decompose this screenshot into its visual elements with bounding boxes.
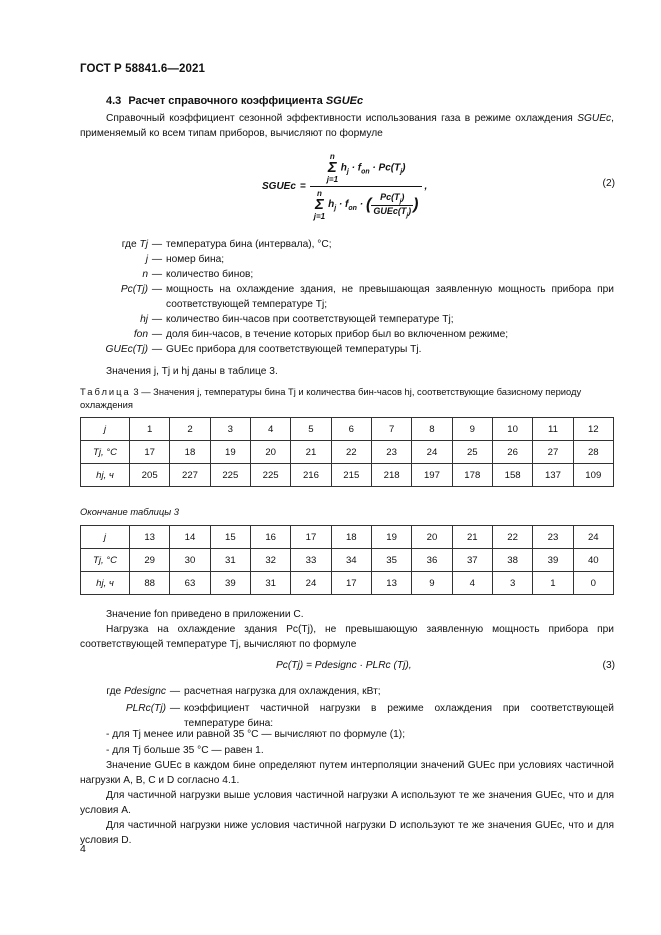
table-cell: 25 <box>452 441 492 464</box>
table-cell: 24 <box>573 526 613 549</box>
definition-text: номер бина; <box>166 254 225 265</box>
load-paragraph: Нагрузка на охлаждение здания Pc(Tj), не превышающую заявленную мощность прибора при соответствующей температуре Tj, вычисляют по формуле <box>80 624 614 650</box>
table-caption-text: 3 — Значения j, температуры бина Tj и количества бин-часов hj, соответствующие базисному периоду охлаждения <box>80 386 582 410</box>
definition-row: n — количество бинов; <box>80 267 614 282</box>
table-row-label: Tj, °C <box>81 549 130 572</box>
definition-text: мощность на охлаждение здания, не превышающая заявленную мощность прибора при соответствующей температуре Tj; <box>166 284 614 310</box>
table-row-label: Tj, °C <box>81 441 130 464</box>
definition-row: Pc(Tj) — мощность на охлаждение здания, не превышающая заявленную мощность прибора при соответствующей температуре Tj; <box>80 282 614 312</box>
table-row-label: hj, ч <box>81 572 130 595</box>
table-row <box>81 549 614 572</box>
table-row <box>81 464 614 487</box>
intro-symbol: SGUEc <box>577 113 612 124</box>
table-cell: 28 <box>573 441 613 464</box>
fon-note: Значение fon приведено в приложении С. <box>106 609 304 620</box>
intro-paragraph <box>80 111 614 141</box>
guec-paragraph: Значение GUEc в каждом бине определяют путем интерполяции значений GUEc при условиях частичной нагрузки A, B, C и D согласно 4.1. <box>80 760 614 786</box>
definition-row: где Pdesignc — расчетная нагрузка для охлаждения, кВт; <box>80 684 614 699</box>
table-cell: 13 <box>371 572 411 595</box>
table-cell: 1 <box>130 418 170 441</box>
table-cell: 39 <box>533 549 573 572</box>
table-cell: 17 <box>331 572 371 595</box>
table-cell: 14 <box>170 526 210 549</box>
table-cell: 27 <box>533 441 573 464</box>
definition-text: коэффициент частичной нагрузки в режиме охлаждения при соответствующей температуре бина: <box>184 703 614 729</box>
table-cell: 12 <box>573 418 613 441</box>
table-cell: 4 <box>452 572 492 595</box>
table-cell: 6 <box>331 418 371 441</box>
definition-symbol: Pdesignc <box>124 686 166 697</box>
table-caption <box>80 385 614 411</box>
table-cell: 33 <box>291 549 331 572</box>
table-cell: 215 <box>331 464 371 487</box>
table-cell: 3 <box>492 572 532 595</box>
definition-row: PLRc(Tj) — коэффициент частичной нагрузки в режиме охлаждения при соответствующей температуре бина: <box>80 701 614 731</box>
definitions-list <box>80 237 614 357</box>
definition-text: GUEc прибора для соответствующей температуры Tj. <box>166 344 422 355</box>
values-note: Значения j, Tj и hj даны в таблице 3. <box>106 366 278 377</box>
table-row-label: j <box>81 526 130 549</box>
definition-symbol: GUEc(Tj) <box>105 344 148 355</box>
table-cell: 11 <box>533 418 573 441</box>
table-cell: 37 <box>452 549 492 572</box>
section-title: Расчет справочного коэффициента <box>128 95 323 107</box>
table-cell: 21 <box>452 526 492 549</box>
bullet-item: - для Tj менее или равной 35 °C — вычисляют по формуле (1); <box>106 729 406 740</box>
definitions-list-2 <box>80 684 614 731</box>
section-heading <box>106 95 363 107</box>
definition-row: где Tj — температура бина (интервала), °C; <box>80 237 614 252</box>
definition-symbol: n <box>142 269 148 280</box>
definition-row: j — номер бина; <box>80 252 614 267</box>
formula-2-lhs: SGUEc <box>262 181 296 192</box>
table-cell: 8 <box>412 418 452 441</box>
table-cell: 10 <box>492 418 532 441</box>
table-row-label: hj, ч <box>81 464 130 487</box>
table-cell: 9 <box>412 572 452 595</box>
table-cell: 5 <box>291 418 331 441</box>
definition-text: количество бинов; <box>166 269 254 280</box>
table-cell: 63 <box>170 572 210 595</box>
table-cell: 23 <box>533 526 573 549</box>
table-cell: 34 <box>331 549 371 572</box>
intro-line: Справочный коэффициент сезонной эффективности использования газа в режиме охлаждения <box>106 113 573 124</box>
table-cell: 225 <box>250 464 290 487</box>
table-cell: 137 <box>533 464 573 487</box>
table-cell: 218 <box>371 464 411 487</box>
where-word: где <box>106 686 122 697</box>
table-cell: 4 <box>250 418 290 441</box>
definition-row: GUEc(Tj) — GUEc прибора для соответствующей температуры Tj. <box>80 342 614 357</box>
table-row <box>81 572 614 595</box>
table-cell: 24 <box>412 441 452 464</box>
table-cell: 2 <box>170 418 210 441</box>
table-cell: 16 <box>250 526 290 549</box>
section-number: 4.3 <box>106 95 122 107</box>
table-cell: 22 <box>492 526 532 549</box>
definition-symbol: PLRc(Tj) <box>125 703 166 714</box>
table-cell: 13 <box>130 526 170 549</box>
table-cell: 3 <box>210 418 250 441</box>
table-cell: 22 <box>331 441 371 464</box>
table-3-part-1 <box>80 417 614 487</box>
table-cell: 20 <box>412 526 452 549</box>
table-cell: 15 <box>210 526 250 549</box>
table-cell: 227 <box>170 464 210 487</box>
table-cell: 17 <box>291 526 331 549</box>
table-cell: 39 <box>210 572 250 595</box>
definition-symbol: Pc(Tj) <box>120 284 148 295</box>
table-3-part-2 <box>80 525 614 595</box>
table-cell: 178 <box>452 464 492 487</box>
section-title-symbol: SGUEc <box>325 95 364 107</box>
table-cell: 197 <box>412 464 452 487</box>
table-cell: 20 <box>250 441 290 464</box>
formula-2-number: (2) <box>602 178 615 189</box>
document-header: ГОСТ Р 58841.6—2021 <box>80 63 205 75</box>
definition-symbol: hj <box>140 314 148 325</box>
definition-row: fon — доля бин-часов, в течение которых прибор был во включенном режиме; <box>80 327 614 342</box>
below-d-paragraph: Для частичной нагрузки ниже условия частичной нагрузки D используют те же значения GUEc, что и для условия D. <box>80 820 614 846</box>
definition-row: hj — количество бин-часов при соответствующей температуре Tj; <box>80 312 614 327</box>
table-cell: 9 <box>452 418 492 441</box>
table-cell: 21 <box>291 441 331 464</box>
definition-symbol: fon <box>133 329 148 340</box>
table-cell: 31 <box>210 549 250 572</box>
table-cell: 35 <box>371 549 411 572</box>
formula-3: Pc(Tj) = Pdesignc · PLRc (Tj), <box>276 660 412 671</box>
definition-symbol: j <box>145 254 148 265</box>
table-cell: 38 <box>492 549 532 572</box>
table-cell: 216 <box>291 464 331 487</box>
table-cell: 0 <box>573 572 613 595</box>
table-continuation-label: Окончание таблицы 3 <box>80 506 179 517</box>
table-cell: 32 <box>250 549 290 572</box>
table-row-label: j <box>81 418 130 441</box>
table-cell: 18 <box>331 526 371 549</box>
table-cell: 29 <box>130 549 170 572</box>
table-row <box>81 418 614 441</box>
above-a-paragraph: Для частичной нагрузки выше условия частичной нагрузки A используют те же значения GUEc, что и для условия A. <box>80 790 614 816</box>
table-cell: 40 <box>573 549 613 572</box>
formula-3-number: (3) <box>602 660 615 671</box>
definition-symbol: Tj <box>139 239 148 250</box>
table-cell: 24 <box>291 572 331 595</box>
table-cell: 30 <box>170 549 210 572</box>
definition-text: расчетная нагрузка для охлаждения, кВт; <box>184 686 381 697</box>
intro-rest: , применяемый ко всем типам приборов, вычисляют по формуле <box>80 113 614 139</box>
table-caption-word: Таблица <box>80 386 131 397</box>
table-row <box>81 441 614 464</box>
table-cell: 18 <box>170 441 210 464</box>
table-cell: 88 <box>130 572 170 595</box>
table-cell: 1 <box>533 572 573 595</box>
table-cell: 7 <box>371 418 411 441</box>
where-word: где <box>121 239 137 250</box>
table-cell: 19 <box>371 526 411 549</box>
definition-text: количество бин-часов при соответствующей температуре Tj; <box>166 314 454 325</box>
bullet-item: - для Tj больше 35 °C — равен 1. <box>106 745 264 756</box>
table-cell: 225 <box>210 464 250 487</box>
page-number: 4 <box>80 843 86 855</box>
table-row <box>81 526 614 549</box>
table-cell: 109 <box>573 464 613 487</box>
table-cell: 26 <box>492 441 532 464</box>
table-cell: 23 <box>371 441 411 464</box>
table-cell: 17 <box>130 441 170 464</box>
definition-text: температура бина (интервала), °C; <box>166 239 332 250</box>
table-cell: 158 <box>492 464 532 487</box>
table-cell: 19 <box>210 441 250 464</box>
table-cell: 205 <box>130 464 170 487</box>
formula-2: SGUEc = n Σ j=1 $h_j \cdot f_{on} \cdot Pc(T_j)$ n Σ j=1 $h_j \cdot f_{on}$ · ( $\frac{Pc(T_j)}{GUEc(T_j)}$ ) , <box>262 152 428 221</box>
definition-text: доля бин-часов, в течение которых прибор был во включенном режиме; <box>166 329 509 340</box>
table-cell: 36 <box>412 549 452 572</box>
table-cell: 31 <box>250 572 290 595</box>
